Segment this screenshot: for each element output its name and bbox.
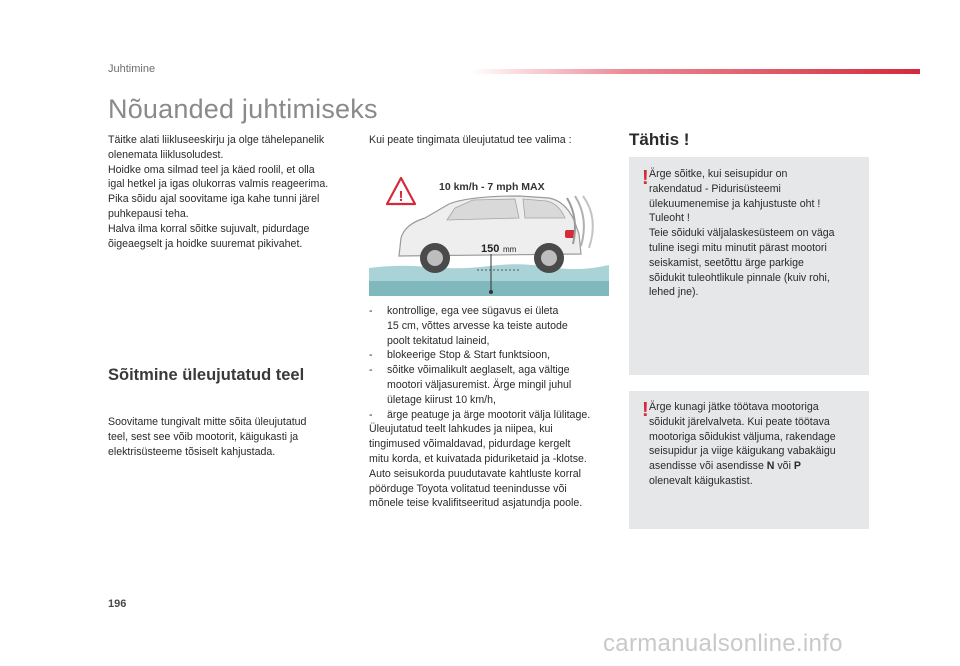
water-band (369, 281, 609, 296)
text-line: tingimused võimaldavad, pidurdage kergelt (369, 438, 571, 451)
text-line: pöörduge Toyota volitatud teenindusse või (369, 482, 567, 495)
exclamation-icon: ! (642, 167, 649, 189)
text-line: mitu korda, et kuivatada piduriketaid ja -klotse. (369, 452, 587, 465)
text-line: Soovitame tungivalt mitte sõita üleujutatud (108, 416, 307, 428)
text-line: puhkepausi teha. (108, 207, 189, 220)
header-accent-bar (470, 69, 920, 74)
water-surface (369, 264, 609, 282)
watermark: carmanualsonline.info (603, 630, 843, 657)
text-line: Auto seisukorda puudutavate kahtluste korral (369, 467, 582, 480)
exclamation-icon: ! (642, 399, 649, 421)
important-heading: Tähtis ! (629, 130, 690, 149)
warning-text: Ärge sõitke, kui seisupidur on rakendatud - Pidurisüsteemi ülekuumenemise ja kahjustuste oht ! Tuleoht ! Teie sõiduki väljalaskesüsteem on väga tuline isegi mitu minutit pärast mootori seiskamist, seetõttu ärge parkige sõidukit tuleohtlikule pinnale (kuiv rohi, lehed jne). (649, 168, 835, 299)
text-line: teel, sest see võib mootorit, käigukasti ja (108, 430, 299, 443)
warning-symbol: ! (398, 188, 404, 205)
depth-unit: mm (503, 245, 517, 254)
intro-paragraph (108, 133, 348, 251)
section-label: Juhtimine (108, 63, 156, 75)
flood-paragraph (108, 415, 348, 459)
text-line: elektrisüsteeme tõsiselt kahjustada. (108, 445, 276, 458)
list-item: - sõitke võimalikult aeglaselt, aga vältige mootori väljasuremist. Ärge mingil juhul ületage kiirust 10 km/h, (369, 364, 572, 406)
text-line: mõnele teise kvalifitseeritud asjatundja poole. (369, 497, 583, 510)
text-line: Halva ilma korral sõitke sujuvalt, pidurdage (108, 222, 310, 235)
text-line: igal hetkel ja igas olukorras valmis reageerima. (108, 178, 329, 191)
depth-value: 150 (481, 243, 500, 255)
text-line: Pika sõidu ajal soovitame iga kahe tunni järel (108, 193, 320, 206)
section-heading: Sõitmine üleujutatud teel (108, 366, 305, 384)
list-item: - kontrollige, ega vee sügavus ei ületa 15 cm, võttes arvesse ka teiste autode poolt tekitatud laineid, (369, 305, 568, 347)
speed-label: 10 km/h - 7 mph MAX (439, 181, 545, 193)
warning-box (629, 391, 869, 529)
page-number: 196 (108, 598, 127, 610)
flood-intro: Kui peate tingimata üleujutatud tee valima : (369, 134, 572, 146)
warning-box (629, 157, 869, 375)
text-line: Hoidke oma silmad teel ja käed roolil, et olla (108, 163, 315, 176)
text-line: Täitke alati liikluseeskirju ja olge tähelepanelik (108, 134, 325, 146)
text-line: Üleujutatud teelt lahkudes ja niipea, kui (369, 423, 553, 436)
page-title: Nõuanded juhtimiseks (108, 94, 378, 124)
list-item: - ärge peatuge ja ärge mootorit välja lülitage. (369, 408, 591, 421)
text-line: olenemata liiklusoludest. (108, 148, 224, 161)
warning-text: Ärge kunagi jätke töötava mootoriga sõidukit järelvalveta. Kui peate töötava mootoriga sõidukist väljuma, rakendage seisupidur ja viige käigukang vabakäigu asendisse või asendisse N või P olenevalt käigukastist. (649, 401, 836, 487)
list-item: - blokeerige Stop & Start funktsioon, (369, 349, 551, 362)
flooded-road-illustration (369, 168, 609, 298)
text-line: õigeaegselt ja hoidke suuremat pikivahet. (108, 237, 303, 250)
flood-instructions (369, 304, 609, 511)
